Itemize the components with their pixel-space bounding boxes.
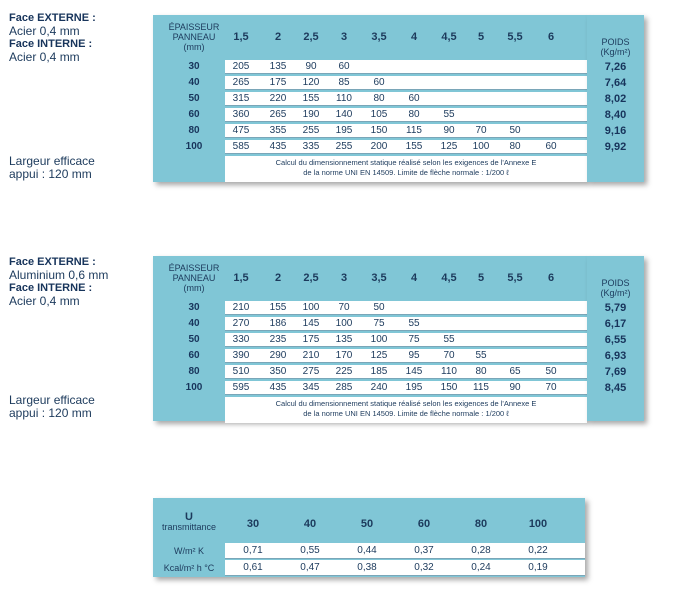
table-cell: 95 bbox=[408, 350, 420, 361]
table-cell: 70 bbox=[545, 382, 557, 393]
poids-value: 5,79 bbox=[604, 302, 627, 314]
table-cell: 100 bbox=[335, 318, 353, 329]
table-row bbox=[153, 124, 587, 138]
column-header: 6 bbox=[547, 272, 555, 284]
table-cell: 85 bbox=[338, 77, 350, 88]
column-header: 3 bbox=[340, 31, 348, 43]
table-cell: 225 bbox=[335, 366, 353, 377]
table-cell: 50 bbox=[373, 302, 385, 313]
table-cell: 110 bbox=[336, 93, 352, 104]
table-cell: 186 bbox=[269, 318, 287, 329]
table-row bbox=[153, 92, 587, 106]
ext-value: Aluminium 0,6 mm bbox=[9, 268, 109, 282]
table-cell: 200 bbox=[370, 141, 388, 152]
table-cell: 145 bbox=[302, 318, 320, 329]
table-row bbox=[153, 349, 587, 363]
ext-label: Face EXTERNE : bbox=[9, 256, 96, 268]
column-header: 6 bbox=[547, 31, 555, 43]
column-header: 3,5 bbox=[371, 272, 387, 284]
column-header: 5 bbox=[477, 31, 485, 43]
table-cell: 60 bbox=[545, 141, 557, 152]
table-cell: 285 bbox=[335, 382, 353, 393]
table-cell: 195 bbox=[335, 125, 353, 136]
table-row bbox=[153, 76, 587, 90]
table-cell: 390 bbox=[232, 350, 250, 361]
unit-label: Kcal/m² h °C bbox=[163, 563, 215, 573]
poids-value: 9,92 bbox=[604, 141, 627, 153]
thickness-label: 30 bbox=[188, 61, 200, 72]
table-cell: 80 bbox=[373, 93, 385, 104]
table-cell: 155 bbox=[405, 141, 423, 152]
table-cell: 60 bbox=[373, 77, 385, 88]
poids-header: POIDS (Kg/m²) bbox=[600, 37, 631, 57]
table-cell: 60 bbox=[408, 93, 420, 104]
calculation-note: Calcul du dimensionnement statique réalisé selon les exigences de l'Annexe E de la norme UNI EN 14509. Limite de flèche normale : 1/200 ℓ bbox=[225, 397, 587, 423]
u-table-cell: 0,55 bbox=[300, 545, 320, 556]
unit-label: W/m² K bbox=[174, 546, 204, 556]
table-cell: 235 bbox=[269, 334, 287, 345]
table-row bbox=[153, 317, 587, 331]
table-cell: 55 bbox=[443, 334, 455, 345]
column-header: 2,5 bbox=[303, 31, 319, 43]
column-header: 2,5 bbox=[303, 272, 319, 284]
u-column-header: 60 bbox=[417, 518, 431, 530]
table-cell: 335 bbox=[302, 141, 320, 152]
thickness-label: 40 bbox=[188, 77, 200, 88]
thickness-label: 100 bbox=[185, 382, 203, 393]
u-transmittance-table bbox=[153, 498, 585, 577]
table-row bbox=[153, 108, 587, 122]
table-cell: 100 bbox=[302, 302, 320, 313]
table-cell: 435 bbox=[269, 141, 287, 152]
table-cell: 90 bbox=[443, 125, 455, 136]
table-cell: 345 bbox=[302, 382, 320, 393]
table-cell: 360 bbox=[232, 109, 250, 120]
table-cell: 150 bbox=[370, 125, 388, 136]
u-table-cell: 0,22 bbox=[528, 545, 548, 556]
load-table-aluminium bbox=[153, 256, 587, 421]
table-cell: 185 bbox=[370, 366, 388, 377]
column-header: 4,5 bbox=[441, 31, 457, 43]
block1-support-note: Largeur efficace appui : 120 mm bbox=[9, 154, 95, 181]
poids-value: 6,17 bbox=[604, 318, 627, 330]
u-column-header: 50 bbox=[360, 518, 374, 530]
thickness-label: 50 bbox=[188, 334, 200, 345]
table-cell: 155 bbox=[269, 302, 287, 313]
table-cell: 110 bbox=[441, 366, 457, 377]
table-cell: 55 bbox=[475, 350, 487, 361]
table-cell: 60 bbox=[338, 61, 350, 72]
table-cell: 315 bbox=[232, 93, 250, 104]
table-cell: 210 bbox=[302, 350, 320, 361]
table-cell: 265 bbox=[269, 109, 287, 120]
table-cell: 90 bbox=[509, 382, 521, 393]
table-cell: 210 bbox=[232, 302, 250, 313]
thickness-label: 100 bbox=[185, 141, 203, 152]
table-cell: 125 bbox=[440, 141, 458, 152]
thickness-label: 80 bbox=[188, 366, 200, 377]
table-cell: 330 bbox=[232, 334, 250, 345]
u-table-cell: 0,44 bbox=[357, 545, 377, 556]
load-table-steel bbox=[153, 15, 587, 182]
table-cell: 195 bbox=[405, 382, 423, 393]
column-header: 2 bbox=[274, 31, 282, 43]
table-cell: 65 bbox=[509, 366, 521, 377]
table-cell: 255 bbox=[335, 141, 353, 152]
thickness-label: 50 bbox=[188, 93, 200, 104]
column-header: 5,5 bbox=[507, 272, 523, 284]
table-cell: 510 bbox=[232, 366, 250, 377]
int-label: Face INTERNE : bbox=[9, 38, 93, 50]
u-column-header: 30 bbox=[246, 518, 260, 530]
table-cell: 70 bbox=[475, 125, 487, 136]
column-header: 4,5 bbox=[441, 272, 457, 284]
poids-value: 9,16 bbox=[604, 125, 627, 137]
ext-value: Acier 0,4 mm bbox=[9, 24, 80, 38]
table-cell: 50 bbox=[509, 125, 521, 136]
table-cell: 205 bbox=[232, 61, 250, 72]
column-header: 5,5 bbox=[507, 31, 523, 43]
poids-value: 7,64 bbox=[604, 77, 627, 89]
poids-value: 7,69 bbox=[604, 366, 627, 378]
table-cell: 120 bbox=[302, 77, 320, 88]
column-header: 3,5 bbox=[371, 31, 387, 43]
table-cell: 80 bbox=[509, 141, 521, 152]
u-table-cell: 0,28 bbox=[471, 545, 491, 556]
table-cell: 100 bbox=[472, 141, 490, 152]
u-table-cell: 0,38 bbox=[357, 562, 377, 573]
table-cell: 595 bbox=[232, 382, 250, 393]
poids-value: 7,26 bbox=[604, 61, 627, 73]
ext-label: Face EXTERNE : bbox=[9, 12, 96, 24]
u-table-cell: 0,37 bbox=[414, 545, 434, 556]
table-cell: 190 bbox=[302, 109, 320, 120]
table-row bbox=[153, 381, 587, 395]
table-row bbox=[153, 333, 587, 347]
thickness-label: 30 bbox=[188, 302, 200, 313]
table-cell: 170 bbox=[335, 350, 353, 361]
poids-value: 8,02 bbox=[604, 93, 627, 105]
u-header: U transmittance bbox=[161, 511, 217, 532]
table-cell: 105 bbox=[370, 109, 388, 120]
u-table-row bbox=[153, 543, 585, 559]
table-row bbox=[153, 365, 587, 379]
table-header bbox=[153, 256, 587, 301]
table-cell: 80 bbox=[408, 109, 420, 120]
table-cell: 240 bbox=[370, 382, 388, 393]
thickness-label: 60 bbox=[188, 350, 200, 361]
table-cell: 350 bbox=[269, 366, 287, 377]
table-cell: 275 bbox=[302, 366, 320, 377]
poids-value: 6,93 bbox=[604, 350, 627, 362]
table-cell: 70 bbox=[443, 350, 455, 361]
thickness-header: ÉPAISSEUR PANNEAU (mm) bbox=[168, 263, 220, 293]
table-cell: 255 bbox=[302, 125, 320, 136]
u-table-cell: 0,19 bbox=[528, 562, 548, 573]
poids-column-aluminium bbox=[587, 256, 644, 421]
table-cell: 135 bbox=[269, 61, 287, 72]
u-table-cell: 0,61 bbox=[243, 562, 263, 573]
table-cell: 265 bbox=[232, 77, 250, 88]
table-cell: 220 bbox=[269, 93, 287, 104]
table-cell: 175 bbox=[269, 77, 287, 88]
poids-header: POIDS (Kg/m²) bbox=[600, 278, 631, 298]
column-header: 3 bbox=[340, 272, 348, 284]
u-table-cell: 0,47 bbox=[300, 562, 320, 573]
poids-column-steel bbox=[587, 15, 644, 182]
table-cell: 75 bbox=[373, 318, 385, 329]
table-cell: 135 bbox=[335, 334, 353, 345]
table-cell: 150 bbox=[440, 382, 458, 393]
u-table-cell: 0,24 bbox=[471, 562, 491, 573]
u-column-header: 80 bbox=[474, 518, 488, 530]
table-cell: 585 bbox=[232, 141, 250, 152]
table-cell: 55 bbox=[443, 109, 455, 120]
u-column-header: 40 bbox=[303, 518, 317, 530]
column-header: 4 bbox=[410, 31, 418, 43]
table-cell: 355 bbox=[269, 125, 287, 136]
table-cell: 50 bbox=[545, 366, 557, 377]
table-header bbox=[153, 15, 587, 60]
u-table-cell: 0,71 bbox=[243, 545, 263, 556]
table-cell: 70 bbox=[338, 302, 350, 313]
table-cell: 145 bbox=[405, 366, 423, 377]
poids-value: 6,55 bbox=[604, 334, 627, 346]
int-label: Face INTERNE : bbox=[9, 282, 93, 294]
table-cell: 75 bbox=[408, 334, 420, 345]
table-cell: 80 bbox=[475, 366, 487, 377]
table-cell: 100 bbox=[370, 334, 388, 345]
table-cell: 435 bbox=[269, 382, 287, 393]
block1-facings bbox=[9, 12, 96, 64]
table-cell: 115 bbox=[473, 382, 489, 393]
column-header: 1,5 bbox=[233, 272, 249, 284]
column-header: 1,5 bbox=[233, 31, 249, 43]
thickness-label: 80 bbox=[188, 125, 200, 136]
column-header: 4 bbox=[410, 272, 418, 284]
table-cell: 155 bbox=[302, 93, 320, 104]
table-cell: 175 bbox=[302, 334, 320, 345]
table-row bbox=[153, 140, 587, 154]
u-table-row bbox=[153, 560, 585, 576]
u-column-header: 100 bbox=[528, 518, 548, 530]
table-cell: 270 bbox=[232, 318, 250, 329]
block2-support-note: Largeur efficace appui : 120 mm bbox=[9, 393, 95, 420]
table-cell: 125 bbox=[370, 350, 388, 361]
thickness-header: ÉPAISSEUR PANNEAU (mm) bbox=[168, 22, 220, 52]
table-cell: 140 bbox=[335, 109, 353, 120]
int-value: Acier 0,4 mm bbox=[9, 50, 80, 64]
column-header: 5 bbox=[477, 272, 485, 284]
thickness-label: 60 bbox=[188, 109, 200, 120]
thickness-label: 40 bbox=[188, 318, 200, 329]
poids-value: 8,45 bbox=[604, 382, 627, 394]
poids-value: 8,40 bbox=[604, 109, 627, 121]
block2-facings bbox=[9, 256, 108, 308]
calculation-note: Calcul du dimensionnement statique réalisé selon les exigences de l'Annexe E de la norme UNI EN 14509. Limite de flèche normale : 1/200 ℓ bbox=[225, 156, 587, 182]
table-cell: 475 bbox=[232, 125, 250, 136]
table-cell: 90 bbox=[305, 61, 317, 72]
table-cell: 55 bbox=[408, 318, 420, 329]
column-header: 2 bbox=[274, 272, 282, 284]
u-table-cell: 0,32 bbox=[414, 562, 434, 573]
table-row bbox=[153, 60, 587, 74]
int-value: Acier 0,4 mm bbox=[9, 294, 80, 308]
table-cell: 290 bbox=[269, 350, 287, 361]
table-cell: 115 bbox=[406, 125, 422, 136]
table-row bbox=[153, 301, 587, 315]
